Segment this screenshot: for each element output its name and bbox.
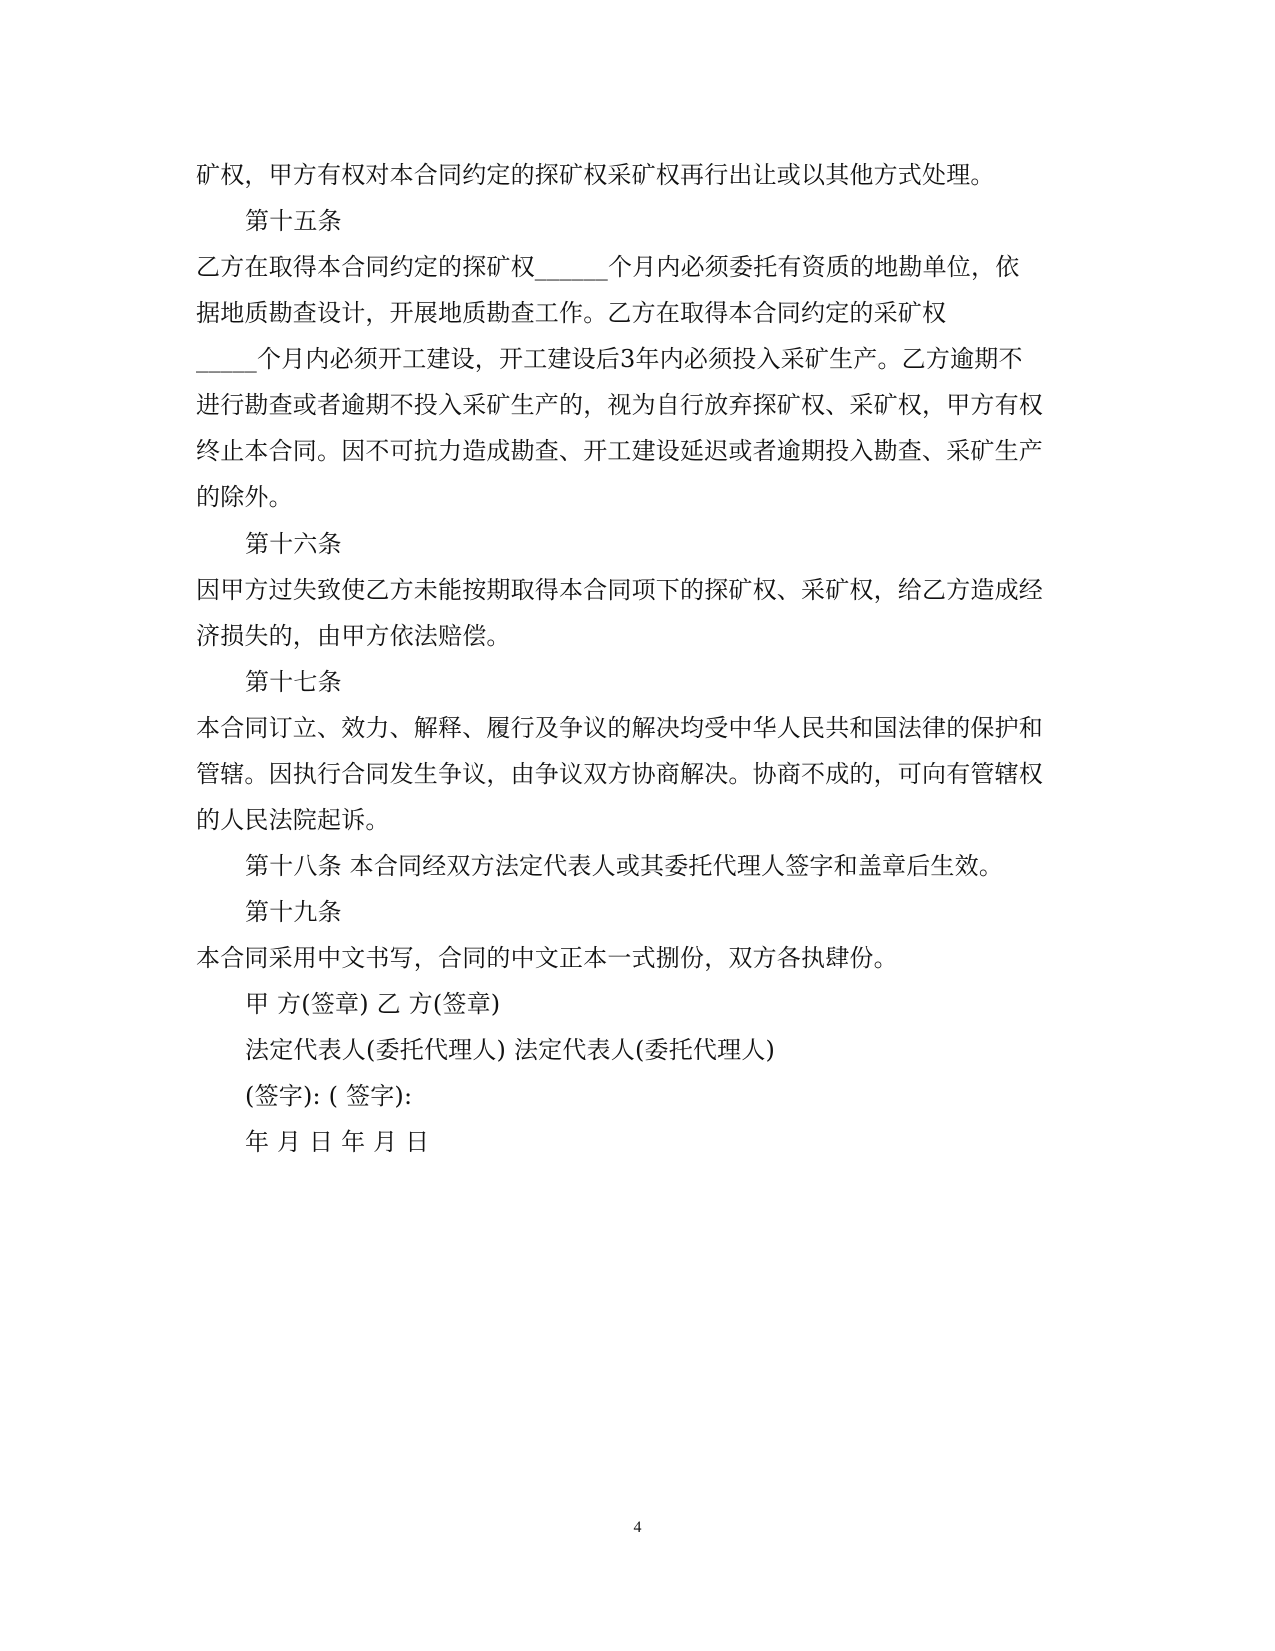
text-line: 进行勘查或者逾期不投入采矿生产的，视为自行放弃探矿权、采矿权，甲方有权 (196, 391, 1043, 419)
text-line: 的人民法院起诉。 (196, 806, 390, 834)
text-line: _____个月内必须开工建设，开工建设后3年内必须投入采矿生产。乙方逾期不 (196, 345, 1023, 373)
article-heading: 第十七条 (245, 668, 342, 696)
text-line: 因甲方过失致使乙方未能按期取得本合同项下的探矿权、采矿权，给乙方造成经 (196, 576, 1043, 604)
text-line: 本合同采用中文书写，合同的中文正本一式捌份，双方各执肆份。 (196, 944, 898, 972)
article-heading: 第十六条 (245, 530, 342, 558)
signature-representatives: 法定代表人(委托代理人) 法定代表人(委托代理人) (245, 1036, 776, 1064)
text-line: 济损失的，由甲方依法赔偿。 (196, 622, 511, 650)
text-line: 乙方在取得本合同约定的探矿权______个月内必须委托有资质的地勘单位，依 (196, 253, 1020, 281)
article-heading: 第十九条 (245, 898, 342, 926)
text-line: 管辖。因执行合同发生争议，由争议双方协商解决。协商不成的，可向有管辖权 (196, 760, 1043, 788)
text-line: 本合同订立、效力、解释、履行及争议的解决均受中华人民共和国法律的保护和 (196, 714, 1043, 742)
page-number: 4 (633, 1519, 642, 1536)
text-line: 据地质勘查设计，开展地质勘查工作。乙方在取得本合同约定的采矿权 (196, 299, 947, 327)
article-heading: 第十八条 本合同经双方法定代表人或其委托代理人签字和盖章后生效。 (245, 852, 1004, 880)
text-line: 的除外。 (196, 483, 293, 511)
article-heading: 第十五条 (245, 207, 342, 235)
text-line: 终止本合同。因不可抗力造成勘查、开工建设延迟或者逾期投入勘查、采矿生产 (196, 437, 1043, 465)
signature-fields: (签字): ( 签字): (245, 1082, 413, 1110)
text-line: 矿权，甲方有权对本合同约定的探矿权采矿权再行出让或以其他方式处理。 (196, 161, 995, 189)
signature-dates: 年 月 日 年 月 日 (245, 1128, 430, 1156)
signature-parties: 甲 方(签章) 乙 方(签章) (245, 990, 501, 1018)
